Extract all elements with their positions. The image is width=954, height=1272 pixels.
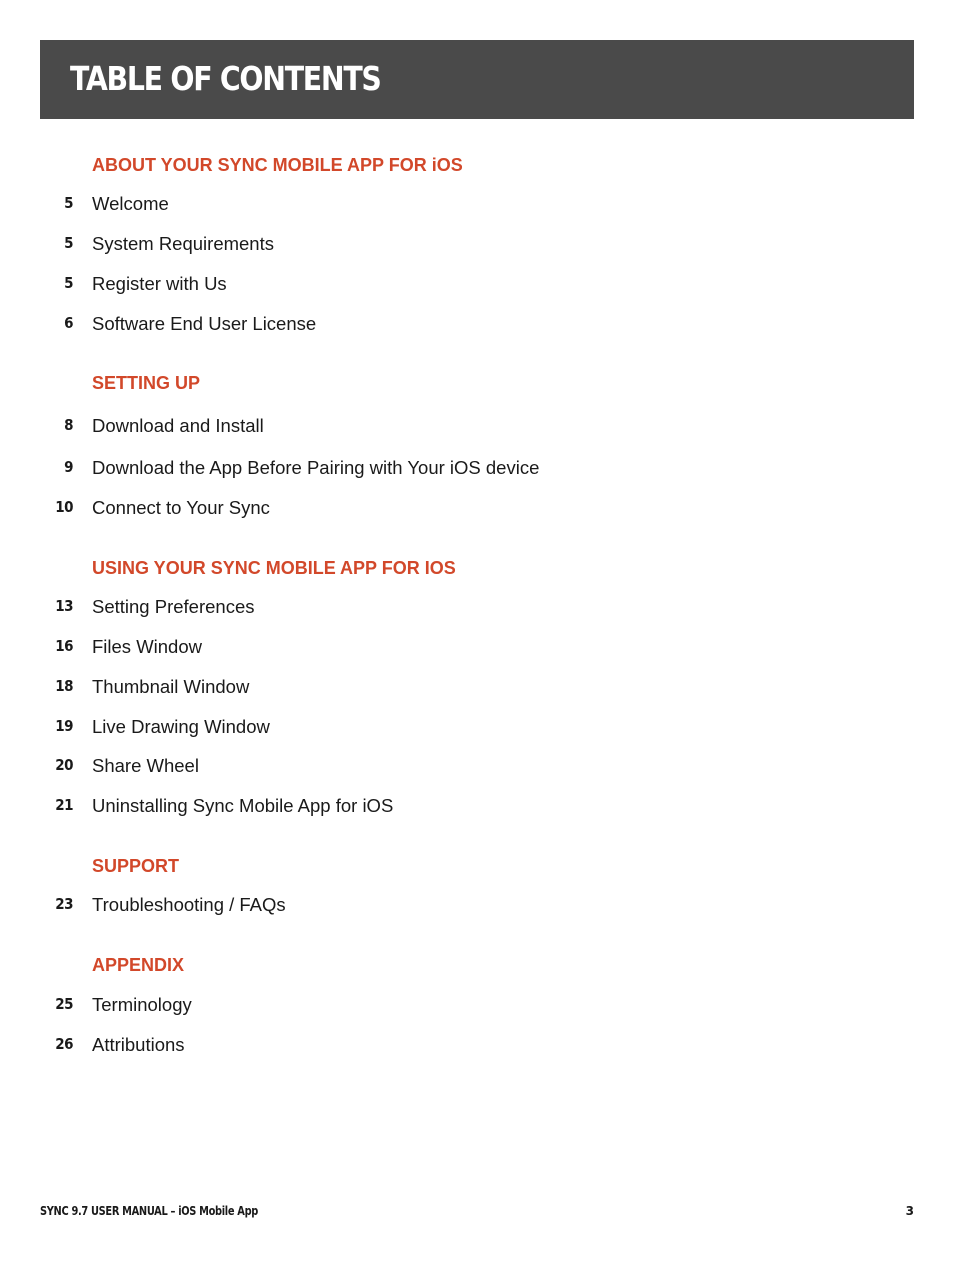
toc-page-number: 25 — [55, 995, 73, 1013]
toc-entry[interactable] — [0, 752, 954, 780]
footer-document-title: SYNC 9.7 USER MANUAL – iOS Mobile App — [40, 1204, 259, 1218]
toc-entry[interactable] — [0, 190, 954, 218]
toc-entry-title: Register with Us — [92, 273, 227, 294]
toc-page-number: 10 — [55, 498, 73, 516]
toc-page-number: 26 — [55, 1035, 73, 1053]
toc-page-number: 6 — [64, 314, 73, 332]
section-heading: SUPPORT — [92, 856, 180, 876]
toc-entry-title: Setting Preferences — [92, 596, 255, 617]
toc-entry[interactable] — [0, 991, 954, 1019]
title-banner — [40, 40, 914, 119]
section-heading: APPENDIX — [92, 955, 185, 975]
toc-entry-title: Troubleshooting / FAQs — [92, 894, 286, 915]
toc-entry[interactable] — [0, 412, 954, 440]
toc-entry[interactable] — [0, 633, 954, 661]
toc-page-number: 16 — [55, 637, 73, 655]
toc-entry[interactable] — [0, 593, 954, 621]
toc-entry-title: Download and Install — [92, 415, 264, 436]
toc-entry-title: Software End User License — [92, 313, 317, 334]
toc-entry-title: Terminology — [92, 994, 192, 1015]
section-heading: USING YOUR SYNC MOBILE APP FOR IOS — [92, 558, 456, 578]
toc-entry[interactable] — [0, 454, 954, 482]
toc-page-number: 23 — [55, 895, 73, 913]
toc-entry-title: Connect to Your Sync — [92, 497, 270, 518]
toc-entry-title: System Requirements — [92, 233, 274, 254]
toc-page-number: 5 — [64, 194, 73, 212]
toc-entry[interactable] — [0, 270, 954, 298]
toc-entry-title: Share Wheel — [92, 755, 199, 776]
toc-page-number: 19 — [55, 717, 73, 735]
toc-page-number: 20 — [55, 756, 73, 774]
toc-entry[interactable] — [0, 230, 954, 258]
toc-entry-title: Thumbnail Window — [92, 676, 250, 697]
toc-entry[interactable] — [0, 1031, 954, 1059]
footer-page-number: 3 — [905, 1204, 914, 1218]
toc-entry-title: Live Drawing Window — [92, 716, 270, 737]
toc-entry-title: Download the App Before Pairing with Your iOS device — [92, 457, 540, 478]
toc-page-number: 9 — [64, 458, 73, 476]
toc-entry[interactable] — [0, 713, 954, 741]
toc-page-number: 8 — [64, 416, 73, 434]
toc-page-number: 13 — [55, 597, 73, 615]
toc-entry-title: Files Window — [92, 636, 202, 657]
page-title: TABLE OF CONTENTS — [70, 59, 381, 98]
toc-page-number: 21 — [55, 796, 73, 814]
toc-entry[interactable] — [0, 673, 954, 701]
toc-page-number: 5 — [64, 234, 73, 252]
toc-entry[interactable] — [0, 494, 954, 522]
section-heading: SETTING UP — [92, 373, 201, 393]
toc-entry-title: Uninstalling Sync Mobile App for iOS — [92, 795, 394, 816]
toc-page-number: 5 — [64, 274, 73, 292]
toc-entry-title: Welcome — [92, 193, 169, 214]
section-heading: ABOUT YOUR SYNC MOBILE APP FOR iOS — [92, 155, 463, 175]
toc-entry[interactable] — [0, 310, 954, 338]
toc-entry-title: Attributions — [92, 1034, 185, 1055]
toc-page-number: 18 — [55, 677, 73, 695]
toc-entry[interactable] — [0, 891, 954, 919]
toc-entry[interactable] — [0, 792, 954, 820]
